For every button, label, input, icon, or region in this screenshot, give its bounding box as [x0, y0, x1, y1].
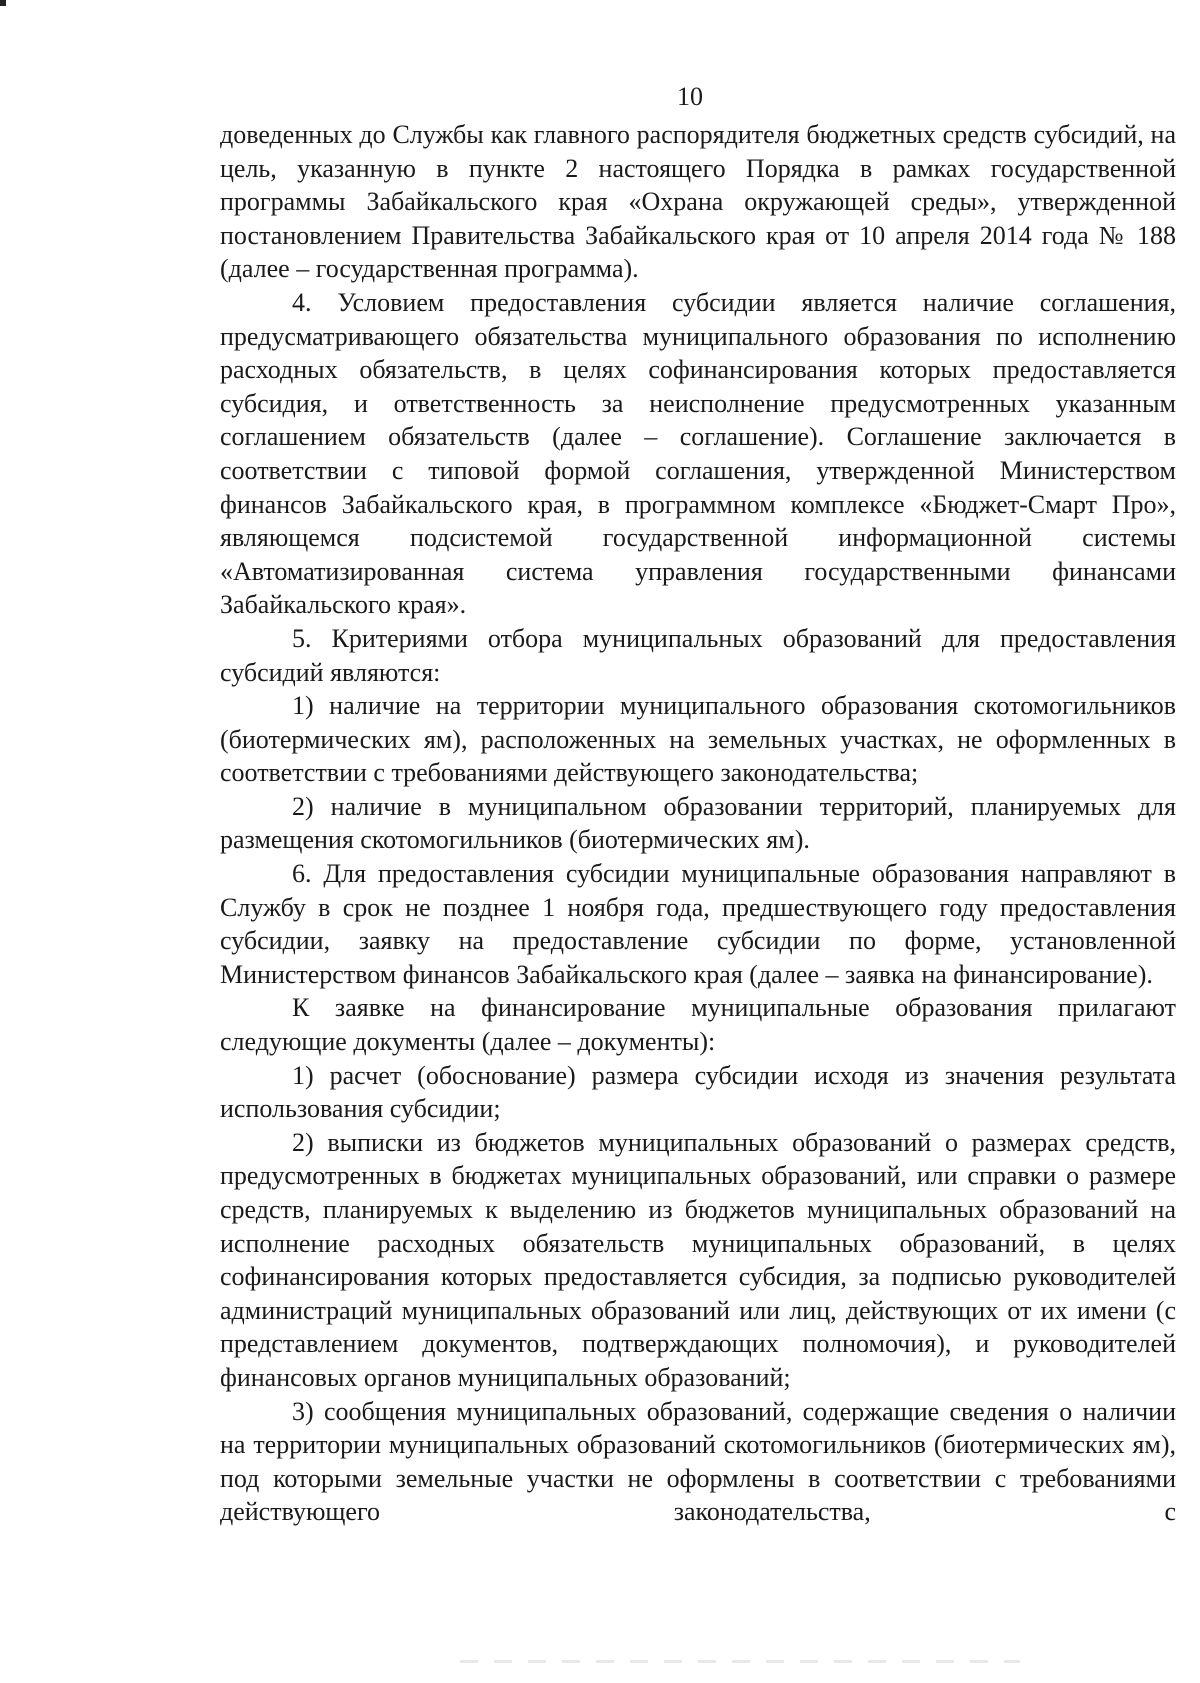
paragraph-document-1: 1) расчет (обоснование) размера субсидии исходя из значения результата использования субсидии; [220, 1060, 1176, 1124]
paragraph-document-2: 2) выписки из бюджетов муниципальных образований о размерах средств, предусмотренных в бюджетах муниципальных образований, или справки о размере средств, планируемых к выделению из бюджетов муниципальных образований на исполнение расходных обязательств муниципальных образований, в целях софинансирования которых предоставляется субсидия, за подписью руководителей администраций муниципальных образований или лиц, действующих от их имени (с представлением документов, подтверждающих полномочия), и руководителей финансовых органов муниципальных образований; [220, 1127, 1176, 1392]
scan-corner-mark [0, 0, 6, 6]
page-number: 10 [677, 82, 703, 111]
paragraph-item-5: 5. Критериями отбора муниципальных образований для предоставления субсидий являются: [220, 623, 1176, 687]
paragraph-item-4: 4. Условием предоставления субсидии является наличие соглашения, предусматривающего обязательства муниципального образования по исполнению расходных обязательств, в целях софинансирования которых предоставляется субсидия, и ответственность за неисполнение предусмотренных указанным соглашением обязательств (далее – соглашение). Соглашение заключается в соответствии с типовой формой соглашения, утвержденной Министерством финансов Забайкальского края, в программном комплексе «Бюджет-Смарт Про», являющемся подсистемой государственной информационной системы «Автоматизированная система управления государственными финансами Забайкальского края». [220, 287, 1176, 620]
paragraph-subitem-5-1: 1) наличие на территории муниципального образования скотомогильников (биотермических ям), расположенных на земельных участках, не оформленных в соответствии с требованиями действующего законодательства; [220, 691, 1176, 788]
document-body [220, 118, 1176, 1529]
paragraph-document-3: 3) сообщения муниципальных образований, содержащие сведения о наличии на территории муниципальных образований скотомогильников (биотермических ям), под которыми земельные участки не оформлены в соответствии с требованиями действующего законодательства, с [220, 1396, 1176, 1527]
paragraph-item-6: 6. Для предоставления субсидии муниципальные образования направляют в Службу в срок не позднее 1 ноября года, предшествующего году предоставления субсидии, заявку на предоставление субсидии по форме, установленной Министерством финансов Забайкальского края (далее – заявка на финансирование). [220, 859, 1176, 989]
paragraph-documents-intro: К заявке на финансирование муниципальные образования прилагают следующие документы (далее – документы): [220, 993, 1176, 1057]
scan-artifact-line [460, 1660, 1020, 1663]
paragraph-subitem-5-2: 2) наличие в муниципальном образовании территорий, планируемых для размещения скотомогильников (биотермических ям). [220, 791, 1176, 855]
paragraph-continuation: доведенных до Службы как главного распорядителя бюджетных средств субсидий, на цель, указанную в пункте 2 настоящего Порядка в рамках государственной программы Забайкальского края «Охрана окружающей среды», утвержденной постановлением Правительства Забайкальского края от 10 апреля 2014 года № 188 (далее – государственная программа). [220, 120, 1176, 284]
